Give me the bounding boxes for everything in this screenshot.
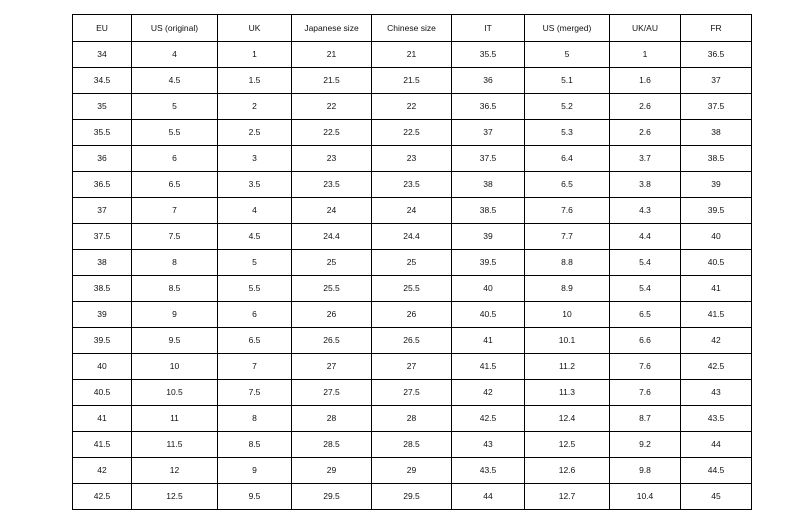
table-cell: 27.5 — [372, 380, 452, 406]
table-cell: 9.8 — [610, 458, 681, 484]
table-cell: 25.5 — [292, 276, 372, 302]
table-cell: 40 — [681, 224, 752, 250]
table-cell: 4.4 — [610, 224, 681, 250]
table-cell: 8.5 — [218, 432, 292, 458]
table-cell: 5.4 — [610, 250, 681, 276]
table-cell: 37 — [681, 68, 752, 94]
column-header: Chinese size — [372, 15, 452, 42]
table-cell: 36.5 — [681, 42, 752, 68]
table-cell: 12.7 — [525, 484, 610, 510]
table-cell: 35.5 — [452, 42, 525, 68]
table-cell: 21 — [292, 42, 372, 68]
table-cell: 26.5 — [372, 328, 452, 354]
table-cell: 27.5 — [292, 380, 372, 406]
table-cell: 27 — [292, 354, 372, 380]
table-cell: 38.5 — [681, 146, 752, 172]
table-cell: 42 — [452, 380, 525, 406]
table-cell: 4 — [132, 42, 218, 68]
column-header: UK — [218, 15, 292, 42]
table-cell: 24 — [292, 198, 372, 224]
table-row — [73, 42, 752, 68]
table-cell: 41 — [681, 276, 752, 302]
table-row — [73, 354, 752, 380]
table-cell: 21.5 — [292, 68, 372, 94]
table-cell: 38.5 — [73, 276, 132, 302]
table-cell: 40 — [452, 276, 525, 302]
table-row — [73, 432, 752, 458]
table-cell: 28.5 — [372, 432, 452, 458]
column-header: IT — [452, 15, 525, 42]
table-cell: 8.8 — [525, 250, 610, 276]
table-row — [73, 328, 752, 354]
table-cell: 37 — [452, 120, 525, 146]
table-row — [73, 380, 752, 406]
table-cell: 5.5 — [218, 276, 292, 302]
table-cell: 28.5 — [292, 432, 372, 458]
table-cell: 44.5 — [681, 458, 752, 484]
table-cell: 3.5 — [218, 172, 292, 198]
table-cell: 7.5 — [132, 224, 218, 250]
table-cell: 44 — [681, 432, 752, 458]
table-cell: 38 — [681, 120, 752, 146]
table-row — [73, 484, 752, 510]
table-cell: 12 — [132, 458, 218, 484]
table-cell: 39.5 — [452, 250, 525, 276]
table-row — [73, 458, 752, 484]
table-cell: 4.3 — [610, 198, 681, 224]
table-cell: 23 — [372, 146, 452, 172]
table-cell: 22 — [372, 94, 452, 120]
table-cell: 21 — [372, 42, 452, 68]
table-cell: 5.4 — [610, 276, 681, 302]
column-header: US (merged) — [525, 15, 610, 42]
table-cell: 42 — [73, 458, 132, 484]
table-cell: 35.5 — [73, 120, 132, 146]
table-cell: 9.5 — [132, 328, 218, 354]
table-cell: 9.5 — [218, 484, 292, 510]
table-cell: 26 — [292, 302, 372, 328]
table-cell: 41 — [452, 328, 525, 354]
table-cell: 24.4 — [292, 224, 372, 250]
table-cell: 5.3 — [525, 120, 610, 146]
table-cell: 5.2 — [525, 94, 610, 120]
table-cell: 41.5 — [73, 432, 132, 458]
table-cell: 23.5 — [372, 172, 452, 198]
table-cell: 41.5 — [452, 354, 525, 380]
table-cell: 39.5 — [681, 198, 752, 224]
table-row — [73, 198, 752, 224]
table-cell: 22.5 — [292, 120, 372, 146]
table-cell: 27 — [372, 354, 452, 380]
table-cell: 1 — [218, 42, 292, 68]
table-cell: 39 — [452, 224, 525, 250]
column-header: US (original) — [132, 15, 218, 42]
table-cell: 21.5 — [372, 68, 452, 94]
table-cell: 36.5 — [452, 94, 525, 120]
table-row — [73, 302, 752, 328]
table-cell: 5.1 — [525, 68, 610, 94]
table-cell: 40.5 — [73, 380, 132, 406]
table-cell: 9.2 — [610, 432, 681, 458]
table-cell: 12.6 — [525, 458, 610, 484]
table-cell: 40.5 — [452, 302, 525, 328]
table-cell: 2.6 — [610, 120, 681, 146]
table-cell: 2.6 — [610, 94, 681, 120]
table-cell: 25 — [292, 250, 372, 276]
table-cell: 1.5 — [218, 68, 292, 94]
table-cell: 25 — [372, 250, 452, 276]
table-cell: 36.5 — [73, 172, 132, 198]
column-header: EU — [73, 15, 132, 42]
table-cell: 7.6 — [610, 380, 681, 406]
table-cell: 11 — [132, 406, 218, 432]
column-header: UK/AU — [610, 15, 681, 42]
table-cell: 22 — [292, 94, 372, 120]
table-cell: 40.5 — [681, 250, 752, 276]
table-cell: 6.5 — [610, 302, 681, 328]
table-cell: 3.7 — [610, 146, 681, 172]
table-cell: 1.6 — [610, 68, 681, 94]
table-cell: 11.2 — [525, 354, 610, 380]
table-cell: 29.5 — [372, 484, 452, 510]
table-cell: 42.5 — [452, 406, 525, 432]
table-cell: 8 — [132, 250, 218, 276]
table-cell: 9 — [218, 458, 292, 484]
table-cell: 5 — [525, 42, 610, 68]
table-cell: 41 — [73, 406, 132, 432]
table-cell: 37.5 — [73, 224, 132, 250]
table-cell: 4.5 — [132, 68, 218, 94]
table-cell: 41.5 — [681, 302, 752, 328]
table-cell: 28 — [292, 406, 372, 432]
table-cell: 44 — [452, 484, 525, 510]
table-cell: 42 — [681, 328, 752, 354]
table-cell: 45 — [681, 484, 752, 510]
table-cell: 36 — [73, 146, 132, 172]
table-row — [73, 224, 752, 250]
table-cell: 6.5 — [132, 172, 218, 198]
table-cell: 10.5 — [132, 380, 218, 406]
table-cell: 11.3 — [525, 380, 610, 406]
table-cell: 34.5 — [73, 68, 132, 94]
table-cell: 24 — [372, 198, 452, 224]
table-cell: 10.1 — [525, 328, 610, 354]
table-row — [73, 146, 752, 172]
table-row — [73, 276, 752, 302]
table-cell: 7.6 — [525, 198, 610, 224]
table-cell: 28 — [372, 406, 452, 432]
table-cell: 36 — [452, 68, 525, 94]
table-cell: 7 — [218, 354, 292, 380]
table-cell: 25.5 — [372, 276, 452, 302]
table-cell: 7.7 — [525, 224, 610, 250]
table-cell: 29 — [292, 458, 372, 484]
table-cell: 6.4 — [525, 146, 610, 172]
table-cell: 12.5 — [132, 484, 218, 510]
table-cell: 23.5 — [292, 172, 372, 198]
table-cell: 12.4 — [525, 406, 610, 432]
table-cell: 6.6 — [610, 328, 681, 354]
table-cell: 8.7 — [610, 406, 681, 432]
table-cell: 7.6 — [610, 354, 681, 380]
table-cell: 5 — [218, 250, 292, 276]
table-cell: 2 — [218, 94, 292, 120]
shoe-size-conversion-table — [72, 14, 752, 510]
table-cell: 6 — [218, 302, 292, 328]
table-cell: 8 — [218, 406, 292, 432]
table-cell: 1 — [610, 42, 681, 68]
table-cell: 35 — [73, 94, 132, 120]
table-cell: 39.5 — [73, 328, 132, 354]
table-cell: 37 — [73, 198, 132, 224]
table-cell: 39 — [73, 302, 132, 328]
table-cell: 42.5 — [73, 484, 132, 510]
table-cell: 43 — [681, 380, 752, 406]
table-cell: 26.5 — [292, 328, 372, 354]
table-cell: 24.4 — [372, 224, 452, 250]
table-cell: 4.5 — [218, 224, 292, 250]
table-cell: 38.5 — [452, 198, 525, 224]
table-cell: 5.5 — [132, 120, 218, 146]
table-cell: 4 — [218, 198, 292, 224]
table-cell: 26 — [372, 302, 452, 328]
column-header: Japanese size — [292, 15, 372, 42]
table-cell: 7 — [132, 198, 218, 224]
table-cell: 38 — [73, 250, 132, 276]
table-row — [73, 406, 752, 432]
column-header: FR — [681, 15, 752, 42]
table-cell: 3.8 — [610, 172, 681, 198]
table-cell: 12.5 — [525, 432, 610, 458]
table-cell: 29 — [372, 458, 452, 484]
table-cell: 37.5 — [681, 94, 752, 120]
table-cell: 10.4 — [610, 484, 681, 510]
table-cell: 22.5 — [372, 120, 452, 146]
table-row — [73, 172, 752, 198]
table-row — [73, 120, 752, 146]
table-row — [73, 68, 752, 94]
table-cell: 3 — [218, 146, 292, 172]
table-cell: 9 — [132, 302, 218, 328]
table-row — [73, 250, 752, 276]
table-cell: 6.5 — [218, 328, 292, 354]
table-cell: 11.5 — [132, 432, 218, 458]
table-cell: 2.5 — [218, 120, 292, 146]
table-cell: 43.5 — [681, 406, 752, 432]
table-cell: 43 — [452, 432, 525, 458]
table-cell: 42.5 — [681, 354, 752, 380]
table-cell: 10 — [525, 302, 610, 328]
table-cell: 10 — [132, 354, 218, 380]
table-row — [73, 94, 752, 120]
table-cell: 43.5 — [452, 458, 525, 484]
table-cell: 7.5 — [218, 380, 292, 406]
table-cell: 23 — [292, 146, 372, 172]
table-cell: 6.5 — [525, 172, 610, 198]
table-header-row — [73, 15, 752, 42]
table-cell: 38 — [452, 172, 525, 198]
table-cell: 29.5 — [292, 484, 372, 510]
table-cell: 37.5 — [452, 146, 525, 172]
table-cell: 8.9 — [525, 276, 610, 302]
table-cell: 6 — [132, 146, 218, 172]
table-body — [73, 42, 752, 510]
table-cell: 8.5 — [132, 276, 218, 302]
table-cell: 34 — [73, 42, 132, 68]
table-cell: 5 — [132, 94, 218, 120]
table-cell: 40 — [73, 354, 132, 380]
table-cell: 39 — [681, 172, 752, 198]
